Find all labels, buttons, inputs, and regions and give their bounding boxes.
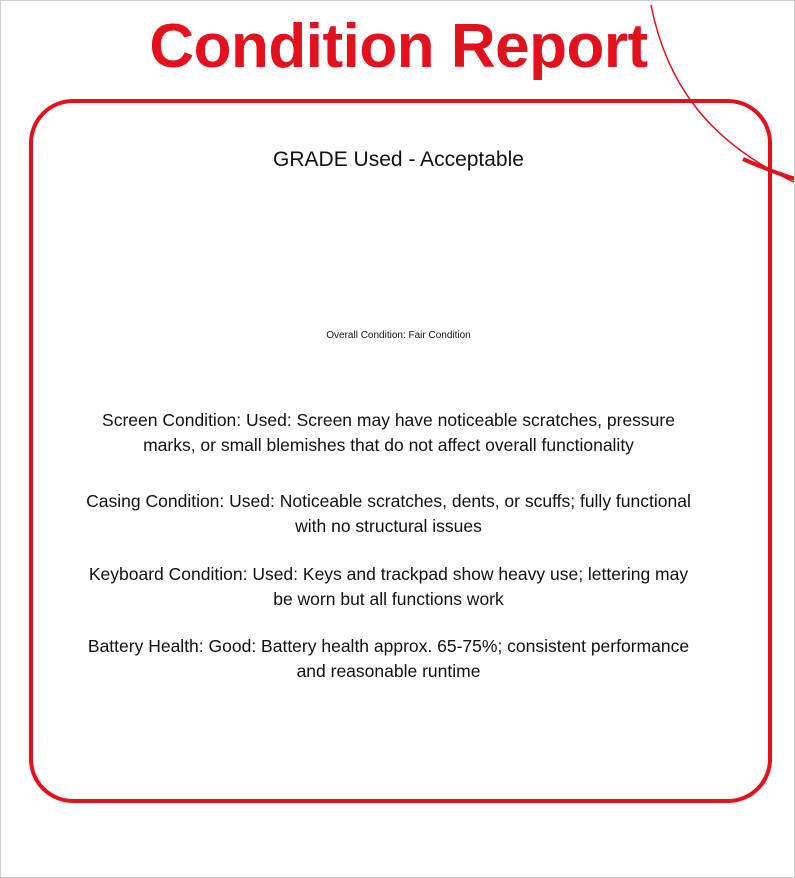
battery-health: Battery Health: Good: Battery health approx. 65-75%; consistent performance and reasonable runtime — [87, 636, 690, 681]
page-title: Condition Report — [149, 12, 648, 81]
overall-condition: Overall Condition: Fair Condition — [326, 330, 471, 341]
casing-condition: Casing Condition: Used: Noticeable scratches, dents, or scuffs; fully functional with no structural issues — [86, 491, 691, 536]
screen-condition: Screen Condition: Used: Screen may have noticeable scratches, pressure marks, or small blemishes that do not affect overall functionality — [102, 410, 675, 455]
keyboard-condition: Keyboard Condition: Used: Keys and trackpad show heavy use; lettering may be worn but all functions work — [88, 564, 689, 609]
grade-label: GRADE Used - Acceptable — [273, 148, 524, 171]
